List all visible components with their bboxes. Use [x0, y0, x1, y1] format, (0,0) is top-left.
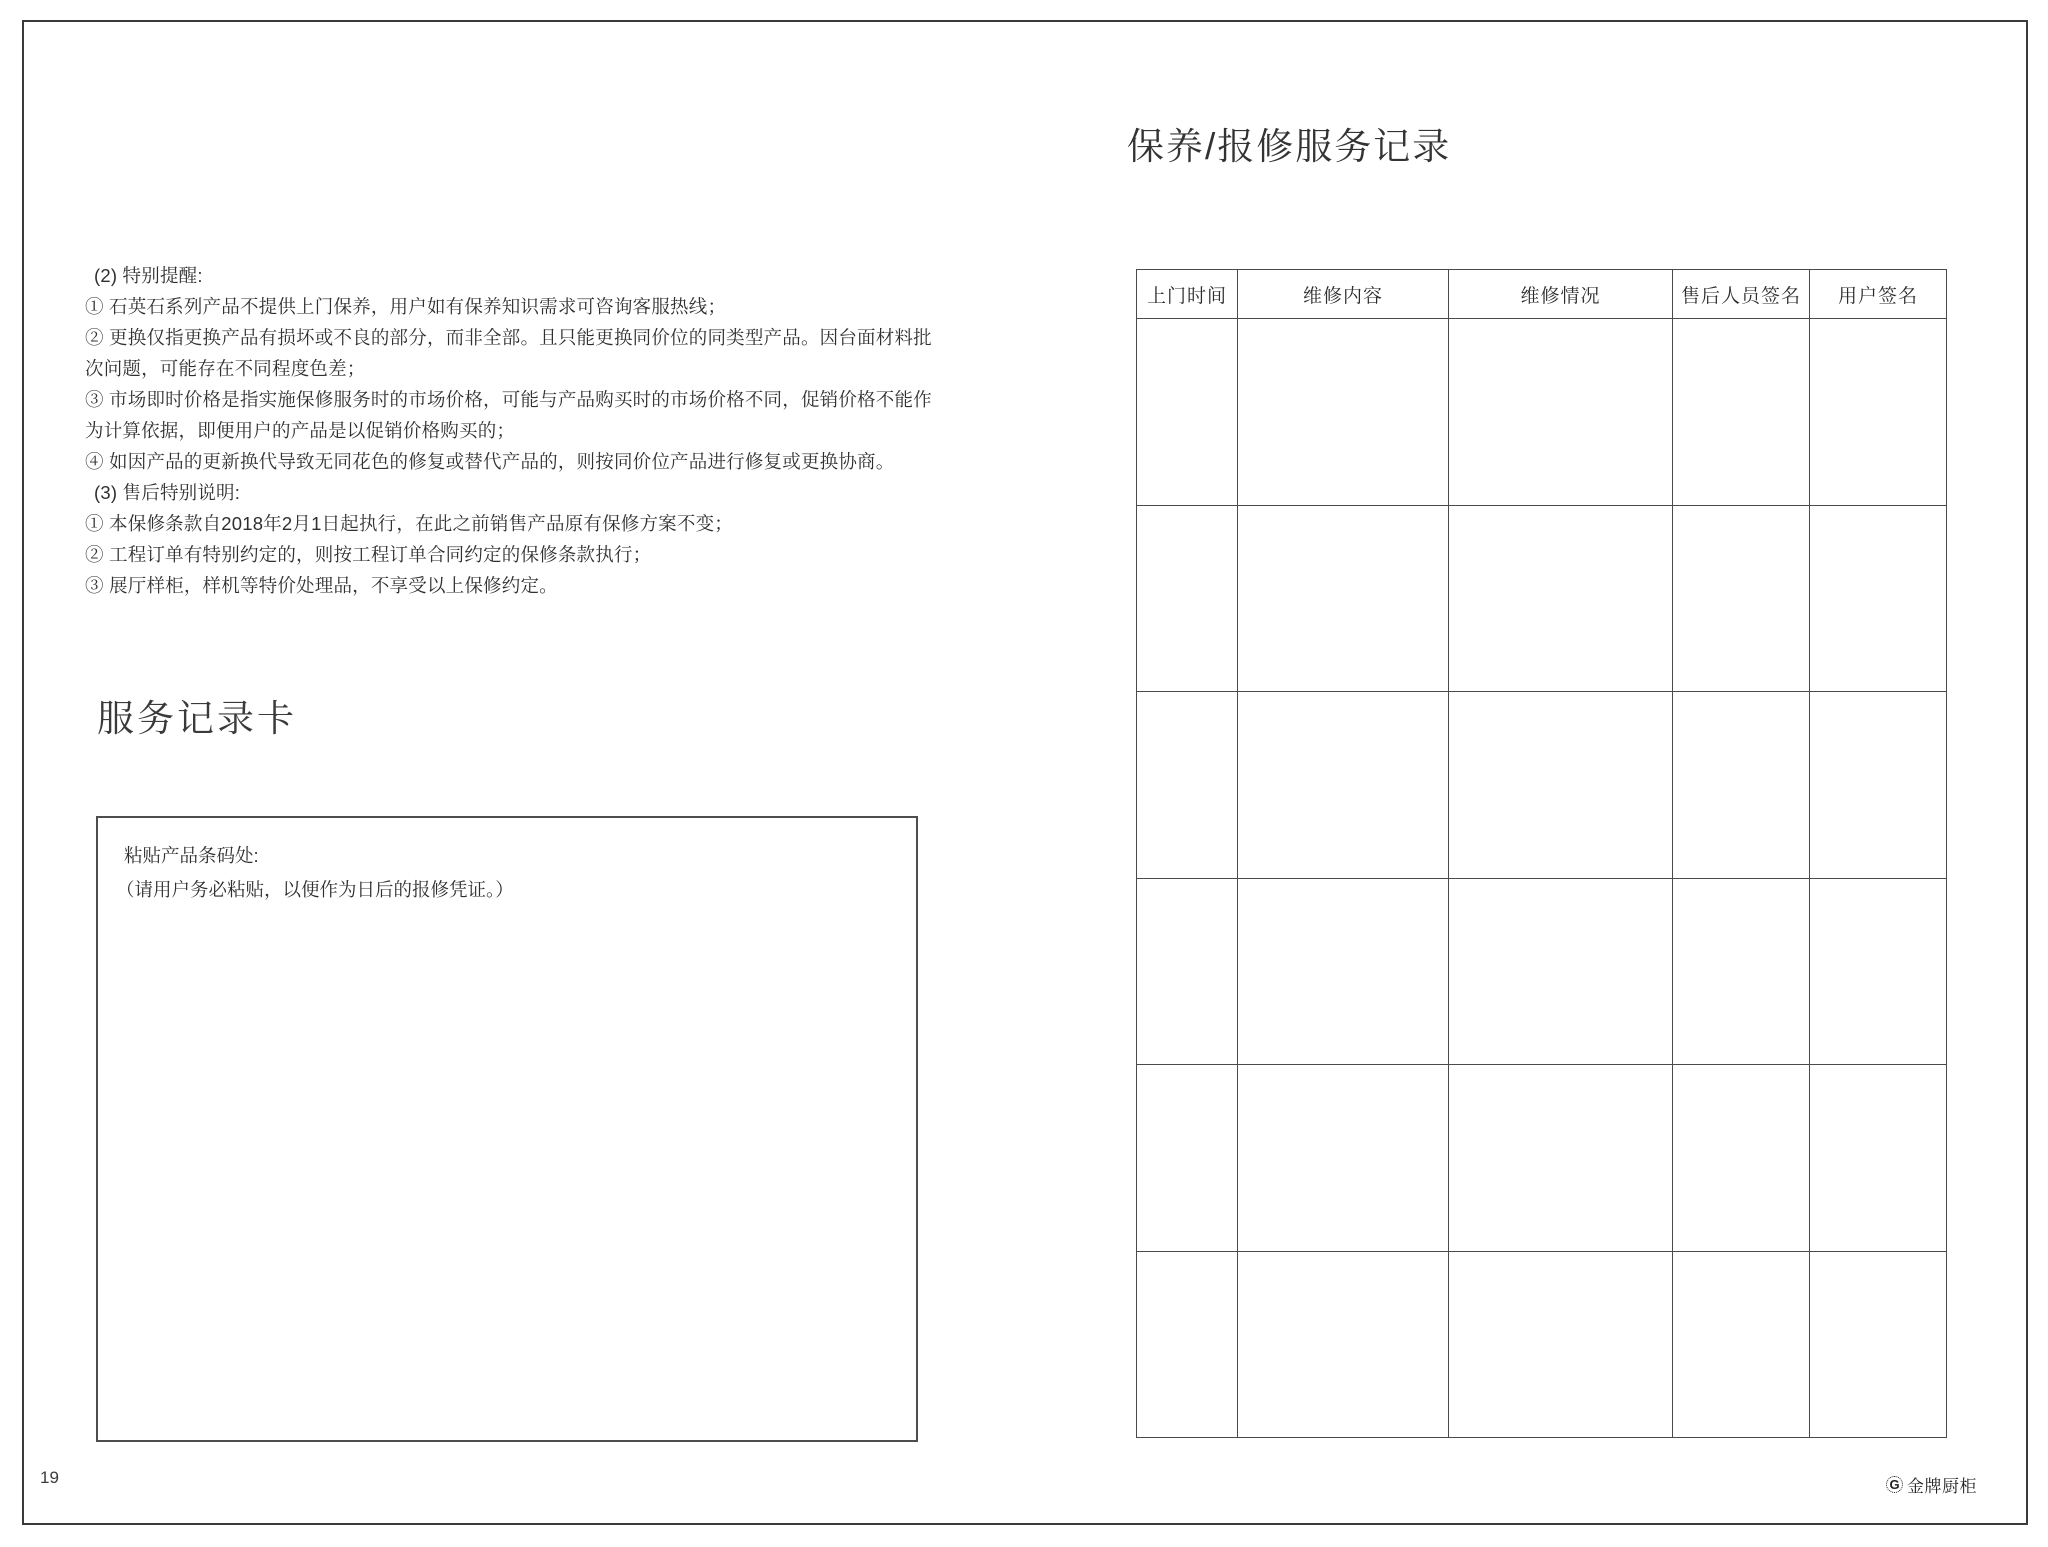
warranty-line: ③ 展厅样柜，样机等特价处理品，不享受以上保修约定。: [85, 575, 558, 596]
table-cell: [1810, 1251, 1947, 1438]
table-row: [1137, 878, 1947, 1065]
table-cell: [1137, 692, 1238, 879]
warranty-line: ② 更换仅指更换产品有损坏或不良的部分，而非全部。且只能更换同价位的同类型产品。因台面材料批: [85, 327, 932, 348]
brand-logo: [1886, 1472, 1977, 1497]
table-cell: [1137, 878, 1238, 1065]
table-cell: [1238, 692, 1449, 879]
table-cell: [1137, 1251, 1238, 1438]
table-row: [1137, 692, 1947, 879]
header-cell-repair-status: 维修情况: [1449, 270, 1673, 319]
service-card-heading: 服务记录卡: [97, 698, 297, 739]
table-cell: [1137, 505, 1238, 692]
barcode-box-title: 粘贴产品条码处:: [124, 845, 259, 866]
table-cell: [1137, 319, 1238, 506]
table-cell: [1673, 319, 1810, 506]
table-cell: [1449, 692, 1673, 879]
table-cell: [1810, 692, 1947, 879]
table-cell: [1810, 319, 1947, 506]
brand-g-icon: G: [1886, 1476, 1903, 1493]
table-cell: [1810, 878, 1947, 1065]
table-cell: [1449, 319, 1673, 506]
header-cell-repair-content: 维修内容: [1238, 270, 1449, 319]
warranty-line: (3) 售后特别说明:: [94, 482, 241, 503]
table-cell: [1238, 1065, 1449, 1252]
table-row: [1137, 319, 1947, 506]
warranty-text-block: [85, 260, 935, 601]
service-record-table: [1136, 269, 1947, 1438]
warranty-line: ④ 如因产品的更新换代导致无同花色的修复或替代产品的，则按同价位产品进行修复或更换协商。: [85, 451, 895, 472]
table-header-row: [1137, 270, 1947, 319]
table-cell: [1449, 1251, 1673, 1438]
service-record-title: 保养/报修服务记录: [1127, 126, 1452, 167]
barcode-box-note: （请用户务必粘贴，以便作为日后的报修凭证。）: [116, 879, 514, 900]
table-row: [1137, 1251, 1947, 1438]
service-table-body: [1137, 319, 1947, 1438]
warranty-line: ① 石英石系列产品不提供上门保养，用户如有保养知识需求可咨询客服热线；: [85, 296, 727, 317]
table-cell: [1238, 1251, 1449, 1438]
table-cell: [1238, 319, 1449, 506]
header-cell-staff-signature: 售后人员签名: [1673, 270, 1810, 319]
table-cell: [1673, 1065, 1810, 1252]
table-cell: [1673, 692, 1810, 879]
warranty-line: 为计算依据，即便用户的产品是以促销价格购买的；: [85, 420, 516, 441]
warranty-line: ② 工程订单有特别约定的，则按工程订单合同约定的保修条款执行；: [85, 544, 652, 565]
table-row: [1137, 505, 1947, 692]
table-cell: [1238, 878, 1449, 1065]
table-cell: [1449, 878, 1673, 1065]
table-cell: [1810, 505, 1947, 692]
warranty-line: ① 本保修条款自2018年2月1日起执行，在此之前销售产品原有保修方案不变；: [85, 513, 733, 534]
table-cell: [1673, 878, 1810, 1065]
table-cell: [1449, 1065, 1673, 1252]
warranty-line: ③ 市场即时价格是指实施保修服务时的市场价格，可能与产品购买时的市场价格不同，促销价格不能作: [85, 389, 932, 410]
brand-name: 金牌厨柜: [1907, 1477, 1977, 1496]
header-cell-user-signature: 用户签名: [1810, 270, 1947, 319]
header-cell-visit-time: 上门时间: [1137, 270, 1238, 319]
warranty-line: (2) 特别提醒:: [94, 265, 203, 286]
table-cell: [1238, 505, 1449, 692]
table-cell: [1673, 505, 1810, 692]
table-cell: [1673, 1251, 1810, 1438]
warranty-line: 次问题，可能存在不同程度色差；: [85, 358, 366, 379]
table-row: [1137, 1065, 1947, 1252]
table-cell: [1449, 505, 1673, 692]
barcode-box: [96, 816, 918, 1442]
page-number: 19: [40, 1468, 59, 1487]
table-cell: [1137, 1065, 1238, 1252]
table-cell: [1810, 1065, 1947, 1252]
